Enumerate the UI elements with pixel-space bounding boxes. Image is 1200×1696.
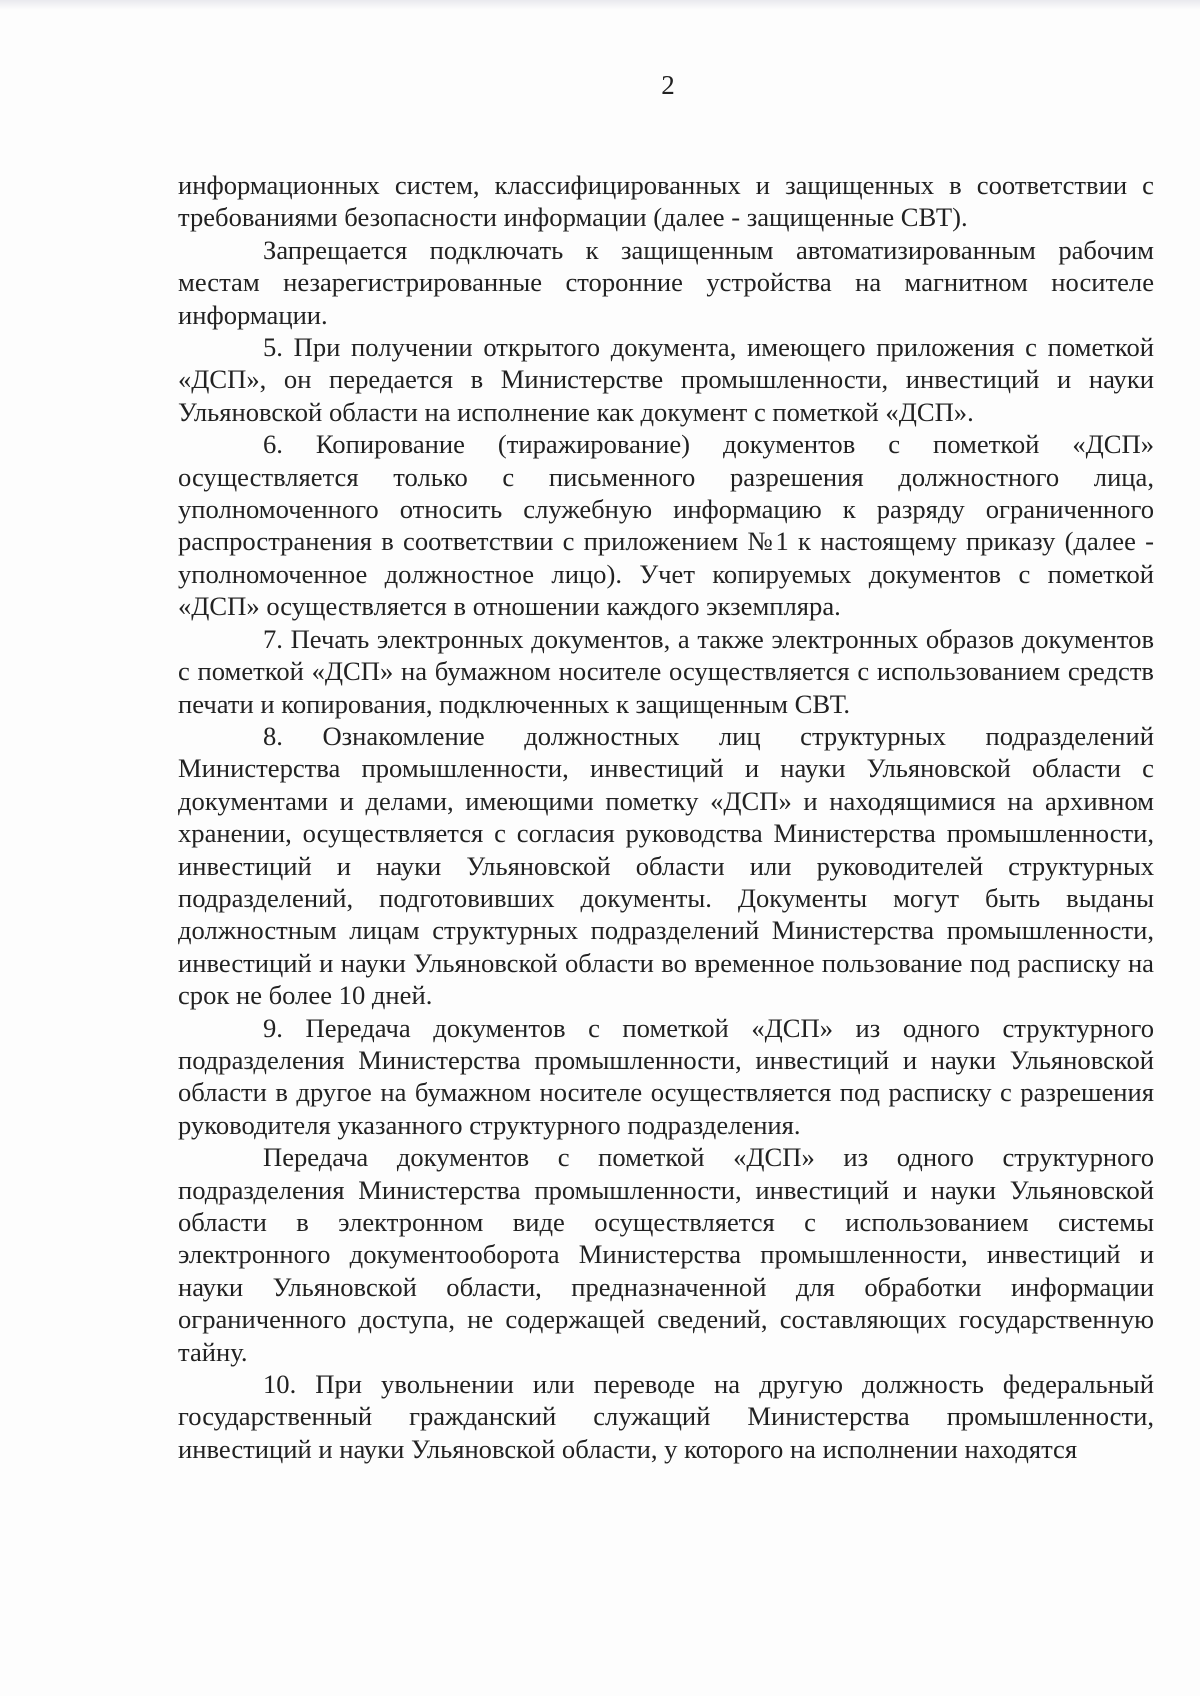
paragraph-item-6: 6. Копирование (тиражирование) документов с пометкой «ДСП» осуществляется только с письменного разрешения должностного лица, уполномоченного относить служебную информацию к разряду ограниченного распространения в соответствии с приложением №1 к настоящему приказу (далее - уполномоченное должностное лицо). Учет копируемых документов с пометкой «ДСП» осуществляется в отношении каждого экземпляра. [178,429,1154,622]
paragraph-prohibition: Запрещается подключать к защищенным автоматизированным рабочим местам незарегистрированные сторонние устройства на магнитном носителе информации. [178,234,1154,330]
page-number: 2 [661,70,675,100]
paragraph-item-7: 7. Печать электронных документов, а также электронных образов документов с пометкой «ДСП» на бумажном носителе осуществляется с использованием средств печати и копирования, подключенных к защищенным СВТ. [178,623,1154,719]
paragraph-item-9-electronic: Передача документов с пометкой «ДСП» из одного структурного подразделения Министерства промышленности, инвестиций и науки Ульяновской области в электронном виде осуществляется с использованием системы электронного документооборота Министерства промышленности, инвестиций и науки Ульяновской области, предназначенной для обработки информации ограниченного доступа, не содержащей сведений, составляющих государственную тайну. [178,1142,1154,1367]
document-body [178,169,1154,1465]
paragraph-item-9: 9. Передача документов с пометкой «ДСП» из одного структурного подразделения Министерства промышленности, инвестиций и науки Ульяновской области в другое на бумажном носителе осуществляется под расписку с разрешения руководителя указанного структурного подразделения. [178,1012,1154,1140]
paragraph-item-10: 10. При увольнении или переводе на другую должность федеральный государственный гражданский служащий Министерства промышленности, инвестиций и науки Ульяновской области, у которого на исполнении находятся [178,1369,1154,1464]
paragraph-item-8: 8. Ознакомление должностных лиц структурных подразделений Министерства промышленности, инвестиций и науки Ульяновской области с документами и делами, имеющими пометку «ДСП» и находящимися на архивном хранении, осуществляется с согласия руководства Министерства промышленности, инвестиций и науки Ульяновской области или руководителей структурных подразделений, подготовивших документы. Документы могут быть выданы должностным лицам структурных подразделений Министерства промышленности, инвестиций и науки Ульяновской области во временное пользование под расписку на срок не более 10 дней. [178,720,1154,1011]
scan-edge [0,0,1200,10]
paragraph-continuation: информационных систем, классифицированных и защищенных в соответствии с требованиями безопасности информации (далее - защищенные СВТ). [178,170,1154,233]
paragraph-item-5: 5. При получении открытого документа, имеющего приложения с пометкой «ДСП», он передается в Министерстве промышленности, инвестиций и науки Ульяновской области на исполнение как документ с пометкой «ДСП». [178,332,1154,427]
